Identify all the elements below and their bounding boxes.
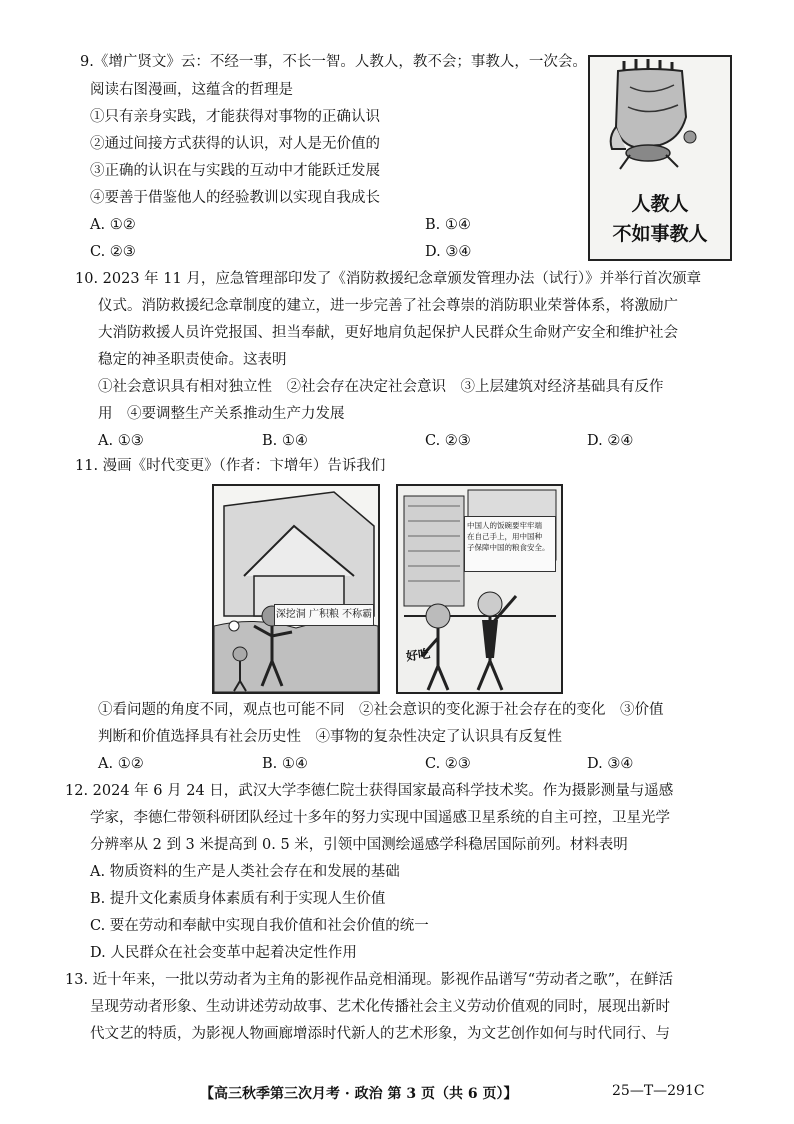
q12-line2: 学家，李德仁带领科研团队经过十多年的努力实现中国遥感卫星系统的自主可控，卫星光学 [90,810,670,826]
q11-choice-c: C. ②③ [425,756,471,772]
q11-options-line1: ①看问题的角度不同，观点也可能不同 ②社会意识的变化源于社会存在的变化 ③价值 [98,702,664,718]
q9-stem-line1: 9.《增广贤文》云：不经一事，不长一智。人教人，教不会；事教人，一次会。 [80,54,587,70]
q11-cartoon-right [396,484,563,694]
q10-line2: 仪式。消防救援纪念章制度的建立，进一步完善了社会尊崇的消防职业荣誉体系，将激励广 [98,298,678,314]
q13-line1: 13. 近十年来，一批以劳动者为主角的影视作品竞相涌现。影视作品谱写“劳动者之歌”，在鲜活 [65,972,673,988]
q9-choice-a: A. ①② [90,217,136,233]
q9-stem-line2: 阅读右图漫画，这蕴含的哲理是 [90,82,293,98]
q9-cartoon-caption-1: 人教人 [631,193,689,215]
q11-right-sign-line3: 子保障中国的粮食安全。 [467,543,550,552]
q10-choice-c: C. ②③ [425,433,471,449]
q10-line3: 大消防救援人员许党报国、担当奉献，更好地肩负起保护人民群众生命财产安全和维护社会 [98,325,678,341]
q11-left-sign: 深挖洞 广积粮 不称霸 [274,604,374,626]
q10-options-line2: 用 ④要调整生产关系推动生产力发展 [98,406,345,422]
q10-choice-d: D. ②④ [587,433,634,449]
q11-stem: 11. 漫画《时代变更》（作者：卞增年）告诉我们 [75,458,386,474]
q13-line2: 呈现劳动者形象、生动讲述劳动故事、艺术化传播社会主义劳动价值观的同时，展现出新时 [90,999,670,1015]
q11-right-sign [464,516,556,572]
q11-cartoon-left [212,484,380,694]
q11-choice-d: D. ③④ [587,756,634,772]
q10-choice-a: A. ①③ [98,433,144,449]
q12-line1: 12. 2024 年 6 月 24 日，武汉大学李德仁院士获得国家最高科学技术奖。作为摄影测量与遥感 [65,783,674,799]
q9-cartoon [588,55,732,261]
q13-line3: 代文艺的特质，为影视人物画廊增添时代新人的艺术形象，为文艺创作如何与时代同行、与 [90,1026,670,1042]
q9-choice-d: D. ③④ [425,244,472,260]
q12-choice-b: B. 提升文化素质身体素质有利于实现人生价值 [90,891,386,907]
q11-right-sign-line1: 中国人的饭碗要牢牢端 [467,521,542,530]
q9-cartoon-caption-2: 不如事教人 [612,223,708,245]
q12-choice-a: A. 物质资料的生产是人类社会存在和发展的基础 [90,864,400,880]
old-village-scene-drawing [214,486,378,692]
q12-choice-d: D. 人民群众在社会变革中起着决定性作用 [90,945,357,961]
q10-line1: 10. 2023 年 11 月，应急管理部印发了《消防救援纪念章颁发管理办法（试行）》并举行首次颁章 [75,271,702,287]
q12-line3: 分辨率从 2 到 3 米提高到 0. 5 米，引领中国测绘遥感学科稳居国际前列。材料表明 [90,837,628,853]
q9-option-2: ②通过间接方式获得的认识，对人是无价值的 [90,136,380,152]
q10-line4: 稳定的神圣职责使命。这表明 [98,352,287,368]
q9-choice-c: C. ②③ [90,244,136,260]
q10-choice-b: B. ①④ [262,433,308,449]
hand-pressing-figure-drawing [590,57,730,187]
q9-choice-b: B. ①④ [425,217,471,233]
page-footer: 【高三秋季第三次月考 · 政治 第 3 页（共 6 页）】 [200,1086,518,1102]
q11-options-line2: 判断和价值选择具有社会历史性 ④事物的复杂性决定了认识具有反复性 [98,729,562,745]
q12-choice-c: C. 要在劳动和奉献中实现自我价值和社会价值的统一 [90,918,429,934]
page-code: 25—T—291C [612,1083,705,1099]
q11-right-scribble: 好吃 [405,646,431,664]
q9-option-3: ③正确的认识在与实践的互动中才能跃迁发展 [90,163,380,179]
q11-right-sign-line2: 在自己手上，用中国种 [467,532,542,541]
q9-option-1: ①只有亲身实践，才能获得对事物的正确认识 [90,109,380,125]
q10-options-line1: ①社会意识具有相对独立性 ②社会存在决定社会意识 ③上层建筑对经济基础具有反作 [98,379,664,395]
q11-choice-a: A. ①② [98,756,144,772]
q9-option-4: ④要善于借鉴他人的经验教训以实现自我成长 [90,190,380,206]
q11-choice-b: B. ①④ [262,756,308,772]
